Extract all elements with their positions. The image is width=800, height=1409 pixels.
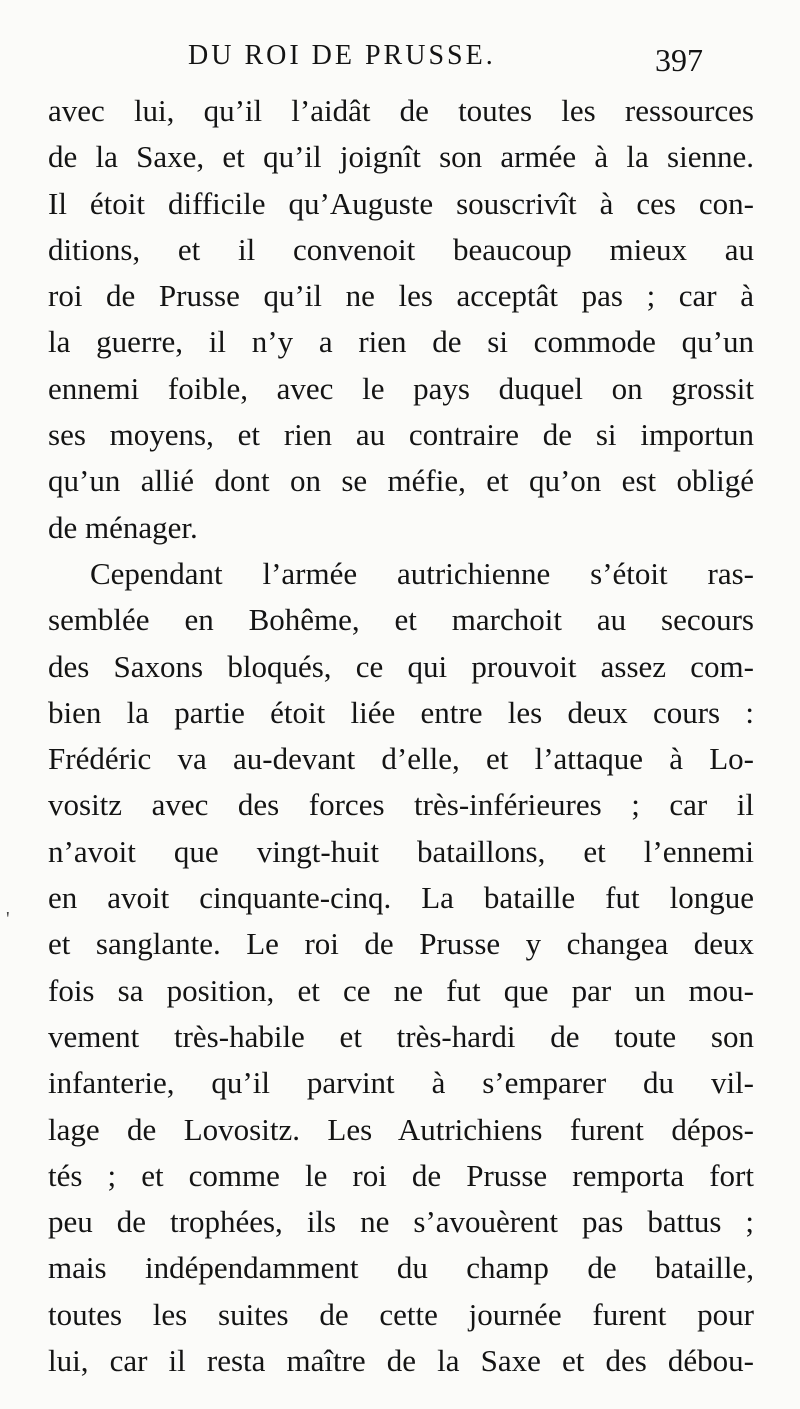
text-line: semblée en Bohême, et marchoit au secours [48,602,754,638]
gutter-mark: ' [6,908,10,930]
text-line: des Saxons bloqués, ce qui prouvoit assez com- [48,648,754,684]
body-text [48,88,754,1384]
page-header [0,40,800,90]
text-line: roi de Prusse qu’il ne les acceptât pas ; car à [48,278,754,314]
text-line: bien la partie étoit liée entre les deux cours : [48,694,754,730]
text-line: mais indépendamment du champ de bataille, [48,1250,754,1286]
text-line: ditions, et il convenoit beaucoup mieux au [48,231,754,267]
text-line: en avoit cinquante-cinq. La bataille fut longue [48,880,754,916]
text-line: ennemi foible, avec le pays duquel on grossit [48,370,754,406]
text-line: n’avoit que vingt-huit bataillons, et l’ennemi [48,833,754,869]
text-line: de la Saxe, et qu’il joignît son armée à la sienne. [48,139,754,175]
text-line: Frédéric va au-devant d’elle, et l’attaque à Lo- [48,741,754,777]
page-number: 397 [655,42,703,78]
text-line: qu’un allié dont on se méfie, et qu’on est obligé [48,463,754,499]
text-line: fois sa position, et ce ne fut que par un mou- [48,972,754,1008]
text-line: infanterie, qu’il parvint à s’emparer du vil- [48,1065,754,1101]
text-line: tés ; et comme le roi de Prusse remporta fort [48,1157,754,1193]
text-line: vement très-habile et très-hardi de toute son [48,1018,754,1054]
text-line: vositz avec des forces très-inférieures ; car il [48,787,754,823]
text-line: lage de Lovositz. Les Autrichiens furent dépos- [48,1111,754,1147]
text-line: la guerre, il n’y a rien de si commode qu’un [48,324,754,360]
paragraph-start-line: Cependant l’armée autrichienne s’étoit ras- [90,555,754,591]
text-line: avec lui, qu’il l’aidât de toutes les ressources [48,93,754,128]
text-line: ses moyens, et rien au contraire de si importun [48,417,754,453]
text-line: peu de trophées, ils ne s’avouèrent pas battus ; [48,1204,754,1240]
text-line: lui, car il resta maître de la Saxe et des débou- [48,1343,754,1379]
text-line: Il étoit difficile qu’Auguste souscrivît à ces con- [48,185,754,221]
text-line: et sanglante. Le roi de Prusse y changea deux [48,926,754,962]
running-head: DU ROI DE PRUSSE. [188,40,496,71]
text-line: de ménager. [48,509,198,545]
text-line: toutes les suites de cette journée furent pour [48,1296,754,1332]
